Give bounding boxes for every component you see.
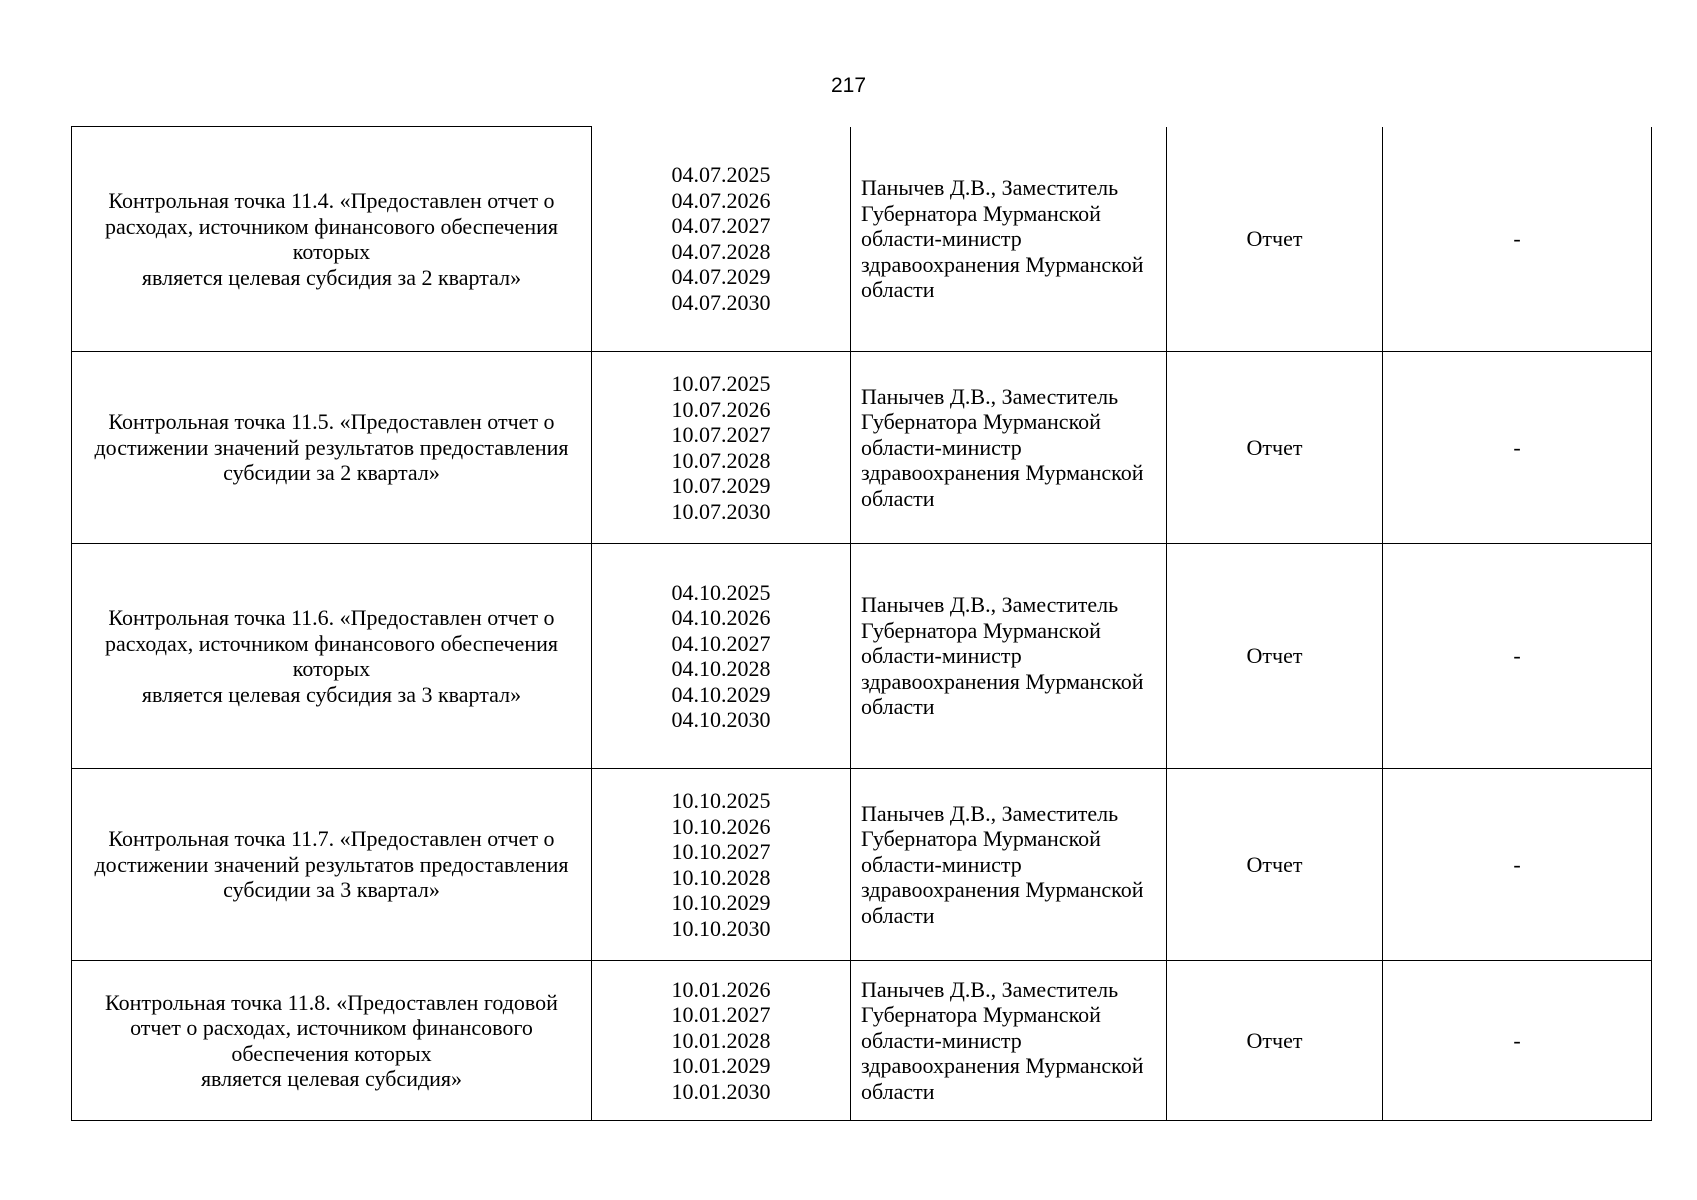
responsible-person-line: области-министр — [861, 226, 1022, 251]
responsible-person — [851, 352, 1167, 544]
control-point-dates-line: 10.01.2026 — [671, 976, 771, 1002]
control-point-name-line: достижении значений результатов предоставления — [94, 851, 569, 877]
additional-info: - — [1383, 352, 1652, 544]
control-point-name-line: отчет о расходах, источником финансового — [130, 1015, 533, 1040]
control-point-name — [72, 352, 592, 544]
control-point-dates-line: 10.07.2028 — [671, 447, 771, 473]
control-point-name-line: субсидии за 3 квартал» — [223, 877, 440, 903]
control-point-name — [72, 961, 592, 1121]
responsible-person-line: Губернатора Мурманской — [861, 617, 1101, 643]
responsible-person-line: здравоохранения Мурманской — [861, 668, 1144, 694]
responsible-person-line: Губернатора Мурманской — [861, 200, 1101, 226]
document-type: Отчет — [1167, 127, 1383, 352]
control-point-dates-line: 04.10.2025 — [671, 579, 771, 605]
control-point-dates — [592, 544, 851, 769]
control-point-dates-line: 04.07.2026 — [671, 187, 771, 213]
additional-info: - — [1383, 544, 1652, 769]
control-point-dates — [592, 352, 851, 544]
control-point-name-line: которых — [292, 239, 371, 264]
table-row — [72, 769, 1652, 961]
control-point-dates-line: 10.01.2029 — [671, 1053, 771, 1079]
responsible-person-line: Панычев Д.В., Заместитель — [861, 383, 1119, 409]
additional-info: - — [1383, 127, 1652, 352]
responsible-person-line: Панычев Д.В., Заместитель — [861, 976, 1119, 1002]
control-point-dates-line: 10.01.2027 — [671, 1002, 771, 1028]
control-points-table — [71, 126, 1652, 1121]
control-point-name-line: Контрольная точка 11.6. «Предоставлен отчет о — [108, 605, 555, 630]
additional-info: - — [1383, 961, 1652, 1121]
control-point-dates-line: 10.01.2028 — [671, 1027, 771, 1053]
control-point-name-line: является целевая субсидия за 2 квартал» — [141, 264, 522, 290]
responsible-person — [851, 544, 1167, 769]
responsible-person-line: Губернатора Мурманской — [861, 826, 1101, 852]
control-point-name-line: Контрольная точка 11.4. «Предоставлен отчет о — [108, 188, 555, 213]
control-point-dates-line: 10.10.2028 — [671, 864, 771, 890]
control-point-name — [72, 127, 592, 352]
responsible-person-line: Панычев Д.В., Заместитель — [861, 175, 1119, 200]
control-point-name-line: является целевая субсидия за 3 квартал» — [141, 681, 522, 707]
control-point-dates-line: 10.07.2027 — [671, 422, 771, 447]
control-point-name-line: обеспечения которых — [231, 1040, 432, 1066]
additional-info: - — [1383, 769, 1652, 961]
control-point-dates-line: 04.10.2028 — [671, 656, 771, 681]
control-point-dates-line: 04.07.2028 — [671, 238, 771, 264]
responsible-person-line: области — [861, 694, 935, 720]
responsible-person-line: здравоохранения Мурманской — [861, 460, 1144, 486]
responsible-person-line: области-министр — [861, 643, 1022, 669]
table-row — [72, 544, 1652, 769]
document-type: Отчет — [1167, 352, 1383, 544]
control-point-dates-line: 04.10.2026 — [671, 605, 771, 630]
document-type: Отчет — [1167, 544, 1383, 769]
table-body — [72, 127, 1652, 1121]
responsible-person-line: здравоохранения Мурманской — [861, 877, 1144, 903]
control-point-name-line: расходах, источником финансового обеспечения — [105, 213, 558, 239]
responsible-person-line: здравоохранения Мурманской — [861, 251, 1144, 277]
responsible-person-line: Губернатора Мурманской — [861, 409, 1101, 435]
control-point-dates-line: 04.10.2027 — [671, 630, 771, 656]
document-type: Отчет — [1167, 769, 1383, 961]
responsible-person-line: области-министр — [861, 1027, 1022, 1053]
control-point-dates-line: 10.07.2026 — [671, 396, 771, 422]
responsible-person-line: Панычев Д.В., Заместитель — [861, 592, 1119, 618]
control-point-name-line: Контрольная точка 11.7. «Предоставлен отчет о — [108, 826, 555, 852]
control-point-dates-line: 04.10.2030 — [671, 707, 771, 732]
control-point-name-line: которых — [292, 656, 371, 681]
control-point-name-line: Контрольная точка 11.8. «Предоставлен годовой — [105, 989, 558, 1015]
control-point-dates-line: 10.07.2025 — [671, 371, 771, 396]
control-point-dates-line: 10.01.2030 — [671, 1078, 771, 1104]
page-number: 217 — [830, 74, 867, 97]
responsible-person — [851, 769, 1167, 961]
control-point-dates-line: 10.07.2029 — [671, 473, 771, 498]
control-point-name-line: субсидии за 2 квартал» — [223, 460, 440, 486]
control-point-name-line: достижении значений результатов предоставления — [94, 434, 569, 460]
responsible-person — [851, 127, 1167, 352]
table-row — [72, 961, 1652, 1121]
control-point-dates-line: 10.10.2029 — [671, 890, 771, 915]
control-point-dates-line: 04.07.2029 — [671, 264, 771, 290]
control-point-dates-line: 10.10.2025 — [671, 788, 771, 813]
control-point-dates-line: 04.07.2027 — [671, 213, 771, 239]
responsible-person — [851, 961, 1167, 1121]
document-type: Отчет — [1167, 961, 1383, 1121]
table-row — [72, 127, 1652, 352]
control-point-dates-line: 04.07.2030 — [671, 289, 771, 315]
responsible-person-line: Губернатора Мурманской — [861, 1002, 1101, 1028]
responsible-person-line: области-министр — [861, 434, 1022, 460]
control-point-dates-line: 10.07.2030 — [671, 498, 771, 524]
control-point-name — [72, 769, 592, 961]
responsible-person-line: области-министр — [861, 851, 1022, 877]
responsible-person-line: Панычев Д.В., Заместитель — [861, 800, 1119, 826]
control-point-dates-line: 04.10.2029 — [671, 681, 771, 707]
responsible-person-line: области — [861, 485, 935, 511]
responsible-person-line: области — [861, 277, 935, 302]
control-point-dates-line: 04.07.2025 — [671, 162, 771, 188]
control-point-dates-line: 10.10.2030 — [671, 915, 771, 941]
control-point-dates-line: 10.10.2027 — [671, 839, 771, 864]
responsible-person-line: области — [861, 902, 935, 928]
table-row — [72, 352, 1652, 544]
responsible-person-line: области — [861, 1078, 935, 1104]
control-point-dates — [592, 769, 851, 961]
responsible-person-line: здравоохранения Мурманской — [861, 1053, 1144, 1079]
control-point-dates — [592, 961, 851, 1121]
control-point-name-line: расходах, источником финансового обеспечения — [105, 630, 558, 656]
control-point-dates-line: 10.10.2026 — [671, 813, 771, 839]
control-point-name-line: Контрольная точка 11.5. «Предоставлен отчет о — [108, 409, 555, 435]
control-point-name-line: является целевая субсидия» — [200, 1066, 463, 1091]
control-point-name — [72, 544, 592, 769]
control-point-dates — [592, 127, 851, 352]
